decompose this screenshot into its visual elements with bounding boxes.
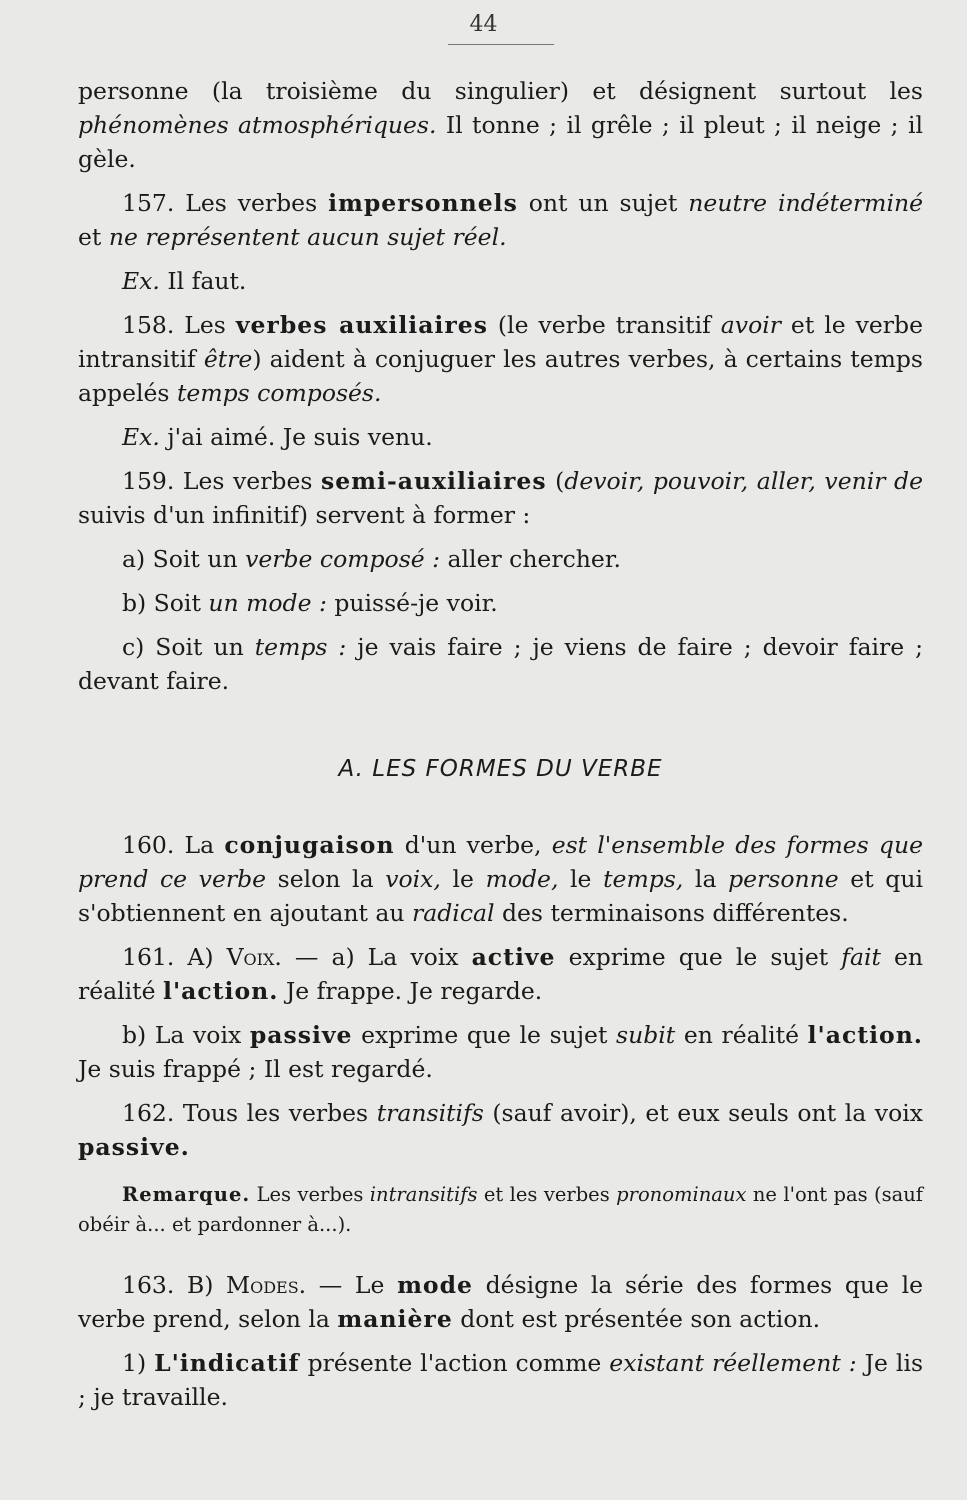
text-segment: (	[546, 467, 565, 495]
text-segment: Il faut.	[159, 267, 247, 295]
paragraph-p163	[78, 1268, 923, 1336]
text-segment: en réalité	[675, 1021, 808, 1049]
text-segment: Voix.	[226, 943, 282, 971]
text-segment: et qui s'obtiennent en ajoutant au	[78, 865, 923, 927]
text-segment: l'action.	[807, 1021, 923, 1049]
text-segment: devoir, pouvoir, aller, venir de	[564, 467, 924, 495]
text-segment: ont un sujet	[517, 189, 689, 217]
paragraph-p161b	[78, 1018, 923, 1086]
page-number: 44	[469, 12, 498, 37]
text-segment: avoir	[720, 311, 781, 339]
text-segment: transitifs	[376, 1099, 484, 1127]
text-segment: et	[78, 223, 109, 251]
paragraph-p163-1	[78, 1346, 923, 1414]
text-segment: 157. Les verbes	[122, 189, 329, 217]
text-segment: 160. La	[122, 831, 225, 859]
text-segment: passive.	[78, 1133, 190, 1161]
text-segment: exprime que le sujet	[352, 1021, 617, 1049]
text-segment: b) Soit	[122, 589, 209, 617]
paragraph-p159a	[78, 542, 923, 576]
folio-divider	[448, 44, 554, 45]
text-segment: 161. A)	[122, 943, 227, 971]
text-segment: (sauf avoir), et eux seuls ont la voix	[483, 1099, 923, 1127]
paragraph-ex2	[78, 420, 923, 454]
text-segment: b) La voix	[122, 1021, 250, 1049]
text-segment: l'action.	[163, 977, 279, 1005]
text-segment: Ex.	[122, 423, 160, 451]
text-segment: suivis d'un infinitif) servent à former :	[78, 501, 531, 529]
text-segment: a) Soit un	[122, 545, 246, 573]
text-segment: ne représentent aucun sujet réel.	[108, 223, 507, 251]
text-segment: le	[440, 865, 486, 893]
text-segment: d'un verbe,	[394, 831, 552, 859]
text-segment: (le verbe transitif	[487, 311, 721, 339]
text-segment: passive	[249, 1021, 353, 1049]
paragraph-p159c	[78, 630, 923, 698]
text-segment: pronominaux	[616, 1183, 747, 1206]
text-segment: aller chercher.	[440, 545, 621, 573]
text-segment: voix,	[385, 865, 441, 893]
text-segment: existant réellement :	[609, 1349, 857, 1377]
text-segment: présente l'action comme	[299, 1349, 610, 1377]
text-segment: des terminaisons différentes.	[494, 899, 849, 927]
text-segment: la	[683, 865, 729, 893]
text-segment: active	[471, 943, 556, 971]
text-segment: dont est présentée son action.	[452, 1305, 821, 1333]
paragraph-ex1	[78, 264, 923, 298]
text-segment: — Le	[306, 1271, 398, 1299]
paragraph-p160	[78, 828, 923, 930]
text-segment: Il tonne ; il grêle ; il pleut ; il neige ; il gèle.	[78, 111, 923, 173]
text-segment: verbes auxiliaires	[235, 311, 488, 339]
text-segment: L'indicatif	[154, 1349, 300, 1377]
paragraph-p159b	[78, 586, 923, 620]
text-segment: exprime que le sujet	[555, 943, 842, 971]
paragraph-p159	[78, 464, 923, 532]
text-segment: fait	[841, 943, 881, 971]
page-text	[78, 74, 923, 1414]
text-segment: verbe composé :	[245, 545, 441, 573]
text-segment: Les verbes	[250, 1183, 370, 1206]
text-segment: le	[558, 865, 604, 893]
text-segment: 1)	[122, 1349, 155, 1377]
text-segment: manière	[337, 1305, 453, 1333]
text-segment: intransitifs	[369, 1183, 478, 1206]
text-segment: Je suis frappé ; Il est regardé.	[78, 1055, 433, 1083]
text-segment: subit	[616, 1021, 676, 1049]
text-segment: en réalité	[78, 943, 924, 1005]
text-segment: impersonnels	[328, 189, 518, 217]
text-segment: ne l'ont pas (sauf obéir à... et pardonner à...).	[78, 1183, 924, 1236]
text-segment: et les verbes	[477, 1183, 617, 1206]
section-heading	[78, 752, 923, 786]
text-segment: puissé-je voir.	[326, 589, 498, 617]
text-segment: Remarque.	[122, 1183, 251, 1206]
text-segment: neutre indéterminé	[688, 189, 923, 217]
text-segment: ) aident à conjuguer les autres verbes, à certains temps appelés	[78, 345, 923, 407]
text-segment: temps :	[254, 633, 347, 661]
text-segment: 158. Les	[122, 311, 236, 339]
text-segment: 162. Tous les verbes	[122, 1099, 377, 1127]
text-segment: 163. B)	[122, 1271, 227, 1299]
text-segment: Modes.	[226, 1271, 307, 1299]
remarque-note	[78, 1180, 923, 1240]
text-segment: je vais faire ; je viens de faire ; devoir faire ; devant faire.	[78, 633, 924, 695]
text-segment: Ex.	[122, 267, 160, 295]
text-segment: c) Soit un	[122, 633, 255, 661]
text-segment: personne (la troisième du singulier) et désignent surtout les	[78, 77, 923, 105]
text-segment: Je frappe. Je regarde.	[278, 977, 543, 1005]
text-segment: temps,	[603, 865, 684, 893]
text-segment: — a) La voix	[281, 943, 472, 971]
text-segment: conjugaison	[224, 831, 395, 859]
text-segment: est l'ensemble des formes que prend ce verbe	[78, 831, 923, 893]
text-segment: mode,	[485, 865, 559, 893]
text-segment: être	[203, 345, 253, 373]
text-segment: A. LES FORMES DU VERBE	[338, 756, 663, 782]
text-segment: personne	[728, 865, 839, 893]
text-segment: Je lis ; je travaille.	[78, 1349, 924, 1411]
paragraph-p157	[78, 186, 923, 254]
text-segment: et le verbe intransitif	[78, 311, 923, 373]
text-segment: mode	[397, 1271, 473, 1299]
paragraph-p0	[78, 74, 923, 176]
text-segment: un mode :	[208, 589, 327, 617]
text-segment: 159. Les verbes	[122, 467, 321, 495]
text-segment: désigne la série des formes que le verbe prend, selon la	[78, 1271, 924, 1333]
text-segment: selon la	[266, 865, 386, 893]
text-segment: radical	[412, 899, 495, 927]
text-segment: temps composés.	[176, 379, 382, 407]
text-segment: semi-auxiliaires	[321, 467, 547, 495]
text-segment: j'ai aimé. Je suis venu.	[159, 423, 433, 451]
paragraph-p162	[78, 1096, 923, 1164]
paragraph-p161	[78, 940, 923, 1008]
paragraph-p158	[78, 308, 923, 410]
text-segment: phénomènes atmosphériques.	[78, 111, 437, 139]
